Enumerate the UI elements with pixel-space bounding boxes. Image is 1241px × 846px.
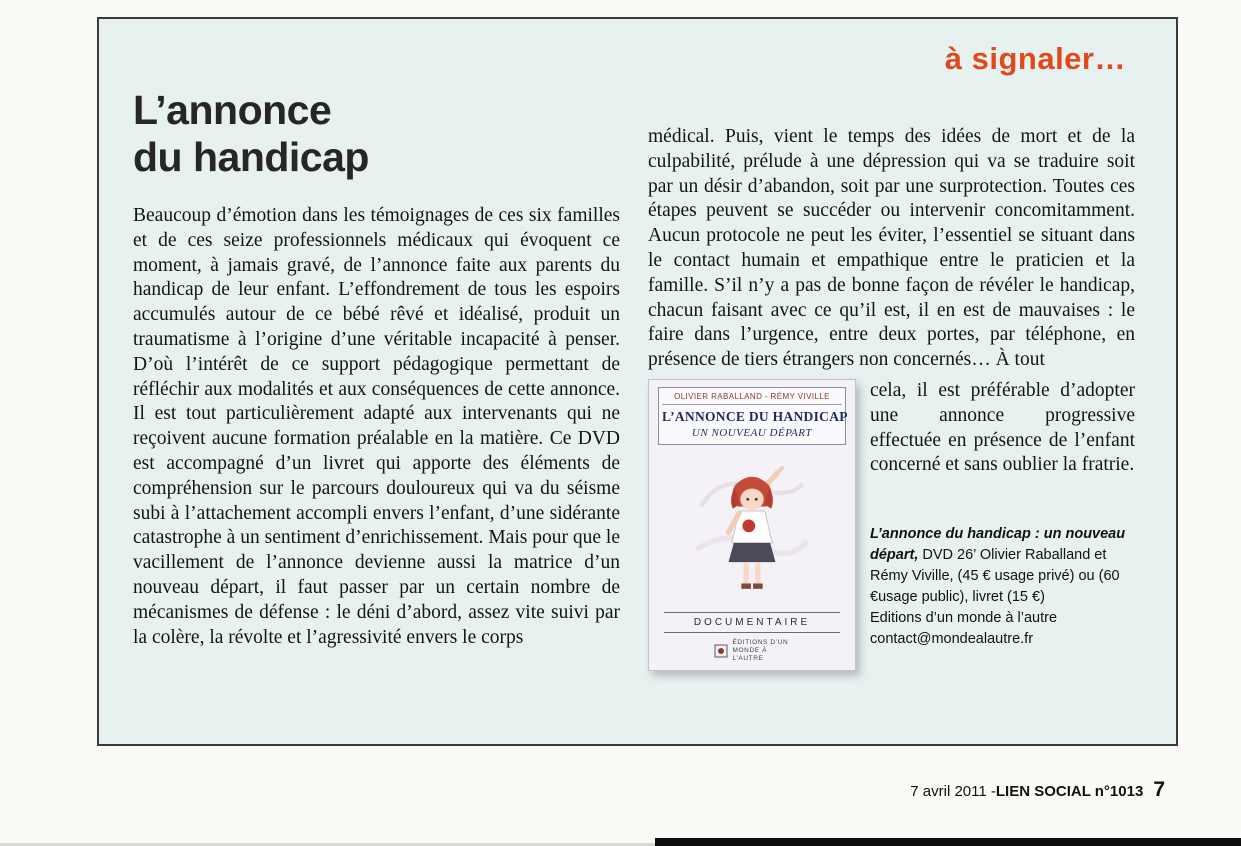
article-title: [133, 87, 620, 181]
scan-edge-dark: [655, 838, 1241, 846]
dvd-publisher: [658, 639, 846, 663]
dvd-subtitle: UN NOUVEAU DÉPART: [691, 426, 813, 439]
title-line-2: du handicap: [133, 134, 369, 180]
article-body-left: Beaucoup d’émotion dans les témoignages de ces six familles et de ces seize professionnels médicaux qui évoquent ce moment, à jamais gravé, de l’annonce faite aux parents du handicap de leur enfant. L’effondrement de tous les espoirs accumulés autour de ce bébé rêvé et idéalisé, produit un traumatisme à l’origine d’une véritable incapacité à penser. D’où l’intérêt de ce support pédagogique permettant de réfléchir aux modalités et aux conséquences de cette annonce. Il est tout particulièrement adapté aux intervenants qui ne reçoivent aucune formation préalable en la matière. Ce DVD est accompagné d’un livret qui apporte des éléments de compréhension sur le parcours douloureux qui va du séisme subi à l’attachement accompli envers l’enfant, d’une sidérante catastrophe à un sentiment d’enrichissement. Mais pour que le vacillement de l’annonce devienne aussi la matrice d’un nouveau départ, il faut passer par un certain nombre de mécanismes de défense : le déni d’abord, assez vite suivi par la colère, la révolte et l’agressivité envers le corps: [133, 205, 620, 648]
left-column: [133, 73, 620, 671]
dvd-caption: [870, 524, 1135, 650]
caption-title: L’annonce du handicap : un nouveau départ,: [870, 526, 1126, 564]
title-line-1: L’annonce: [133, 87, 332, 133]
dvd-genre-label: DOCUMENTAIRE: [664, 612, 840, 633]
right-column: [648, 73, 1135, 671]
footer-page-number: 7: [1153, 778, 1165, 801]
publisher-logo-icon: [714, 644, 728, 658]
caption-publisher: Editions d’un monde à l’autre: [870, 610, 1058, 627]
dvd-title: L’ANNONCE DU HANDICAP: [662, 408, 848, 424]
article-content: [133, 73, 1135, 671]
dvd-wrap-zone: [648, 379, 1135, 671]
magazine-page: [97, 17, 1178, 746]
dvd-cover: [648, 379, 856, 671]
footer-date: 7 avril 2011 -: [910, 783, 996, 800]
caption-email: contact@mondealautre.fr: [870, 631, 1034, 648]
article-body-right-wrap: cela, il est préférable d’adopter une annonce progressive effectuée en présence de l’enfant concerné et sans oublier la fratrie.: [870, 379, 1135, 476]
section-label: à signaler…: [944, 41, 1126, 76]
article-body-right-top: médical. Puis, vient le temps des idées de mort et de la culpabilité, prélude à une dépression qui va se traduire soit par un désir d’abandon, soit par une surprotection. Toutes ces étapes peuvent se succéder ou intervenir concomitamment. Aucun protocole ne peut les éviter, l’essentiel se situant dans le contact humain et empathique entre le praticien et la famille. S’il n’y a pas de bonne façon de révéler le handicap, chacun faisant avec ce qu’il est, il en est de mauvaises : le faire dans l’urgence, entre deux portes, par téléphone, en présence de tiers étrangers non concernés… À tout: [648, 126, 1135, 371]
dvd-illustration-girl: [658, 449, 846, 608]
dvd-authors: OLIVIER RABALLAND - RÉMY VIVILLE: [662, 392, 842, 405]
page-footer: [910, 778, 1165, 802]
footer-publication: LIEN SOCIAL n°1013: [995, 783, 1144, 800]
caption-details: DVD 26’ Olivier Raballand et Rémy Viville, (45 € usage privé) ou (60 €usage public), livret (15 €): [870, 547, 1120, 606]
publisher-name: ÉDITIONS D’UN MONDE À L’AUTRE: [732, 638, 789, 662]
dvd-cover-header: [658, 387, 846, 445]
